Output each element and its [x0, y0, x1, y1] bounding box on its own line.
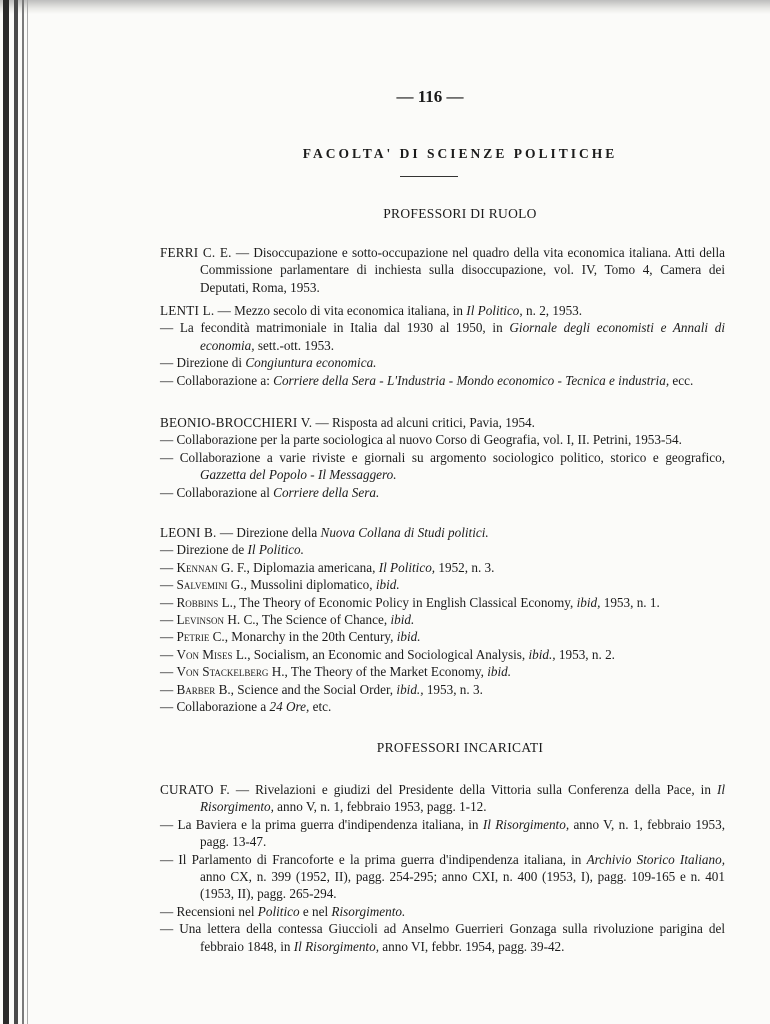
bibliography-entry: CURATO F. — Rivelazioni e giudizi del Presidente della Vittoria sulla Conferenza della Pace, in Il Risorgimento, anno V, n. 1, febbraio 1953, pagg. 1-12. [160, 782, 725, 815]
title-divider [400, 176, 458, 177]
entry-group-beonio-brocchieri [160, 414, 725, 501]
author-name: CURATO F. [160, 782, 230, 797]
bibliography-entry: — Collaborazione per la parte sociologica al nuovo Corso di Geografia, vol. I, II. Petrini, 1953-54. [160, 432, 682, 448]
entry-group-leoni [160, 524, 725, 715]
author-name: BEONIO-BROCCHIERI V. [160, 415, 313, 430]
cited-author: Salvemini [176, 577, 228, 593]
bibliography-entry: — Direzione di Congiuntura economica. [160, 355, 377, 371]
section-heading-professori-di-ruolo: PROFESSORI DI RUOLO [383, 206, 537, 221]
cited-author: Barber [176, 681, 216, 697]
bibliography-entry: — Kennan G. F., Diplomazia americana, Il Politico, 1952, n. 3. [160, 559, 495, 575]
page-number: — 116 — [396, 87, 464, 106]
author-name: FERRI C. E. [160, 245, 232, 260]
entry-group-lenti [160, 302, 725, 389]
bibliography-entry: — Petrie C., Monarchy in the 20th Century, ibid. [160, 629, 421, 645]
bibliography-entry: — Barber B., Science and the Social Order, ibid., 1953, n. 3. [160, 681, 483, 697]
cited-author: Kennan [176, 559, 218, 575]
bibliography-entry: FERRI C. E. — Disoccupazione e sotto-occupazione nel quadro della vita economica italiana. Atti della Commissione parlamentare di inchiesta sulla disoccupazione, vol. IV, Tomo 4, Camera dei Deputati, Roma, 1953. [160, 245, 725, 295]
entry-group-curato [160, 781, 725, 955]
bibliography-entry: — La Baviera e la prima guerra d'indipendenza italiana, in Il Risorgimento, anno V, n. 1, febbraio 1953, pagg. 13-47. [160, 816, 726, 850]
bibliography-entry: — Collaborazione a: Corriere della Sera - L'Industria - Mondo economico - Tecnica e industria, ecc. [160, 372, 694, 388]
bibliography-entry: — Von Stackelberg H., The Theory of the Market Economy, ibid. [160, 664, 511, 680]
bibliography-entry: — Salvemini G., Mussolini diplomatico, ibid. [160, 577, 400, 593]
bibliography-entry: — Recensioni nel Politico e nel Risorgimento. [160, 903, 406, 919]
author-name: LENTI L. [160, 303, 215, 318]
book-binding-edge [0, 0, 32, 1024]
bibliography-entry: — Von Mises L., Socialism, an Economic and Sociological Analysis, ibid., 1953, n. 2. [160, 646, 615, 662]
bibliography-entry: — Direzione de Il Politico. [160, 542, 304, 558]
scan-top-edge [0, 0, 770, 14]
bibliography-entry: — La fecondità matrimoniale in Italia dal 1930 al 1950, in Giornale degli economisti e Annali di economia, sett.-ott. 1953. [160, 320, 725, 353]
cited-author: Petrie [176, 629, 210, 645]
bibliography-entry: — Robbins L., The Theory of Economic Policy in English Classical Economy, ibid, 1953, n. 1. [160, 594, 660, 610]
page-title: FACOLTA' DI SCIENZE POLITICHE [302, 146, 618, 161]
cited-author: Levinson [176, 612, 225, 628]
bibliography-entry: LEONI B. — Direzione della Nuova Collana di Studi politici. [160, 525, 489, 540]
bibliography-entry: — Una lettera della contessa Giuccioli ad Anselmo Guerrieri Gonzaga sulla rivoluzione parigina del febbraio 1848, in Il Risorgimento, anno VI, febbr. 1954, pagg. 39-42. [160, 921, 725, 954]
bibliography-entry: — Collaborazione a 24 Ore, etc. [160, 699, 332, 715]
bibliography-entry: — Levinson H. C., The Science of Chance, ibid. [160, 612, 415, 628]
bibliography-entry: — Collaborazione al Corriere della Sera. [160, 484, 380, 500]
entry-group-ferri [160, 244, 725, 296]
bibliography-entry: BEONIO-BROCCHIERI V. — Risposta ad alcuni critici, Pavia, 1954. [160, 415, 535, 430]
author-name: LEONI B. [160, 525, 217, 540]
section-heading-professori-incaricati: PROFESSORI INCARICATI [376, 740, 544, 755]
bibliography-entry: — Il Parlamento di Francoforte e la prima guerra d'indipendenza italiana, in Archivio Storico Italiano, anno CX, n. 399 (1952, II), pagg. 254-295; anno CXI, n. 400 (1953, I), pagg. 109-165 e n. 401 (1953, II), pagg. 265-294. [160, 851, 725, 902]
bibliography-entry: — Collaborazione a varie riviste e giornali su argomento sociologico politico, storico e geografico, Gazzetta del Popolo - Il Messaggero. [160, 449, 725, 483]
cited-author: Robbins [176, 594, 219, 610]
bibliography-entry: LENTI L. — Mezzo secolo di vita economica italiana, in Il Politico, n. 2, 1953. [160, 303, 583, 318]
cited-author: Von Mises [176, 646, 233, 662]
cited-author: Von Stackelberg [176, 664, 269, 680]
